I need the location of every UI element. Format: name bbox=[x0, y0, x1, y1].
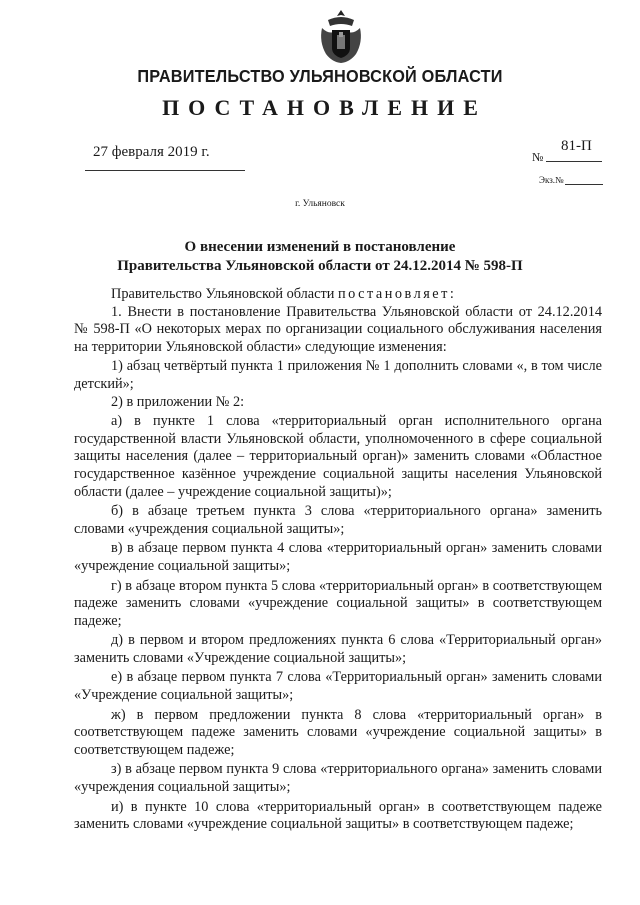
document-date: 27 февраля 2019 г. bbox=[93, 144, 210, 160]
paragraph-b: б) в абзаце третьем пункта 3 слова «территориального органа» заменить словами «учреждения социальной защиты»; bbox=[74, 503, 602, 537]
coat-of-arms-emblem bbox=[318, 8, 364, 64]
title-line-1: О внесении изменений в постановление bbox=[184, 239, 456, 255]
paragraph-g: г) в абзаце втором пункта 5 слова «территориальный орган» в соответствующем падеже заменить словами «учреждение социальной защиты» в соответствующем падеже; bbox=[74, 577, 602, 629]
paragraph-subitem-1: 1) абзац четвёртый пункта 1 приложения № 1 дополнить словами «, в том числе детский»; bbox=[74, 358, 602, 392]
paragraph-d: д) в первом и втором предложениях пункта 6 слова «Территориальный орган» заменить словами «Учреждение социальной защиты»; bbox=[74, 632, 602, 666]
document-type: ПОСТАНОВЛЕНИЕ bbox=[162, 95, 487, 120]
copy-number-label: Экз.№ bbox=[539, 175, 564, 185]
document-number: 81-П bbox=[561, 138, 592, 154]
document-body bbox=[74, 286, 602, 834]
document-title bbox=[60, 238, 580, 276]
paragraph-z: з) в абзаце первом пункта 9 слова «территориального органа» заменить словами «учреждения социальной защиты»; bbox=[74, 761, 602, 796]
intro-decree-verb: постановляет: bbox=[337, 286, 457, 302]
paragraph-i: и) в пункте 10 слова «территориальный орган» в соответствующем падеже заменить словами «учреждение социальной защиты» в соответствующем падеже; bbox=[74, 798, 602, 833]
date-underline bbox=[85, 170, 245, 171]
paragraph-v: в) в абзаце первом пункта 4 слова «территориальный орган» заменить словами «учреждение социальной защиты»; bbox=[74, 540, 602, 574]
intro-lead: Правительство Ульяновской области bbox=[111, 286, 338, 302]
government-name: ПРАВИТЕЛЬСТВО УЛЬЯНОВСКОЙ ОБЛАСТИ bbox=[137, 66, 503, 86]
paragraph-a: а) в пункте 1 слова «территориальный орган исполнительного органа государственной власти Ульяновской области, уполномоченного в сфере социальной защиты населения (далее – территориальный орган)» заменить словами «Областное государственное казённое учреждение социальной защиты населения Ульяновской области (далее – учреждение социальной защиты)»; bbox=[74, 413, 602, 500]
intro-paragraph bbox=[74, 286, 602, 304]
number-sign: № bbox=[532, 150, 544, 164]
copy-number-underline bbox=[565, 184, 603, 185]
number-underline bbox=[546, 161, 602, 162]
title-line-2: Правительства Ульяновской области от 24.12.2014 № 598-П bbox=[117, 258, 523, 274]
paragraph-item-1: 1. Внести в постановление Правительства Ульяновской области от 24.12.2014 № 598-П «О некоторых мерах по организации социального обслуживания населения на территории Ульяновской области» следующие изменения: bbox=[74, 303, 602, 355]
paragraph-e: е) в абзаце первом пункта 7 слова «Территориальный орган» заменить словами «Учреждение социальной защиты»; bbox=[74, 669, 602, 704]
city-name: г. Ульяновск bbox=[295, 199, 345, 209]
paragraph-zh: ж) в первом предложении пункта 8 слова «территориальный орган» в соответствующем падеже заменить словами «учреждение социальной защиты» в соответствующем падеже; bbox=[74, 706, 602, 758]
paragraph-subitem-2: 2) в приложении № 2: bbox=[111, 393, 245, 410]
